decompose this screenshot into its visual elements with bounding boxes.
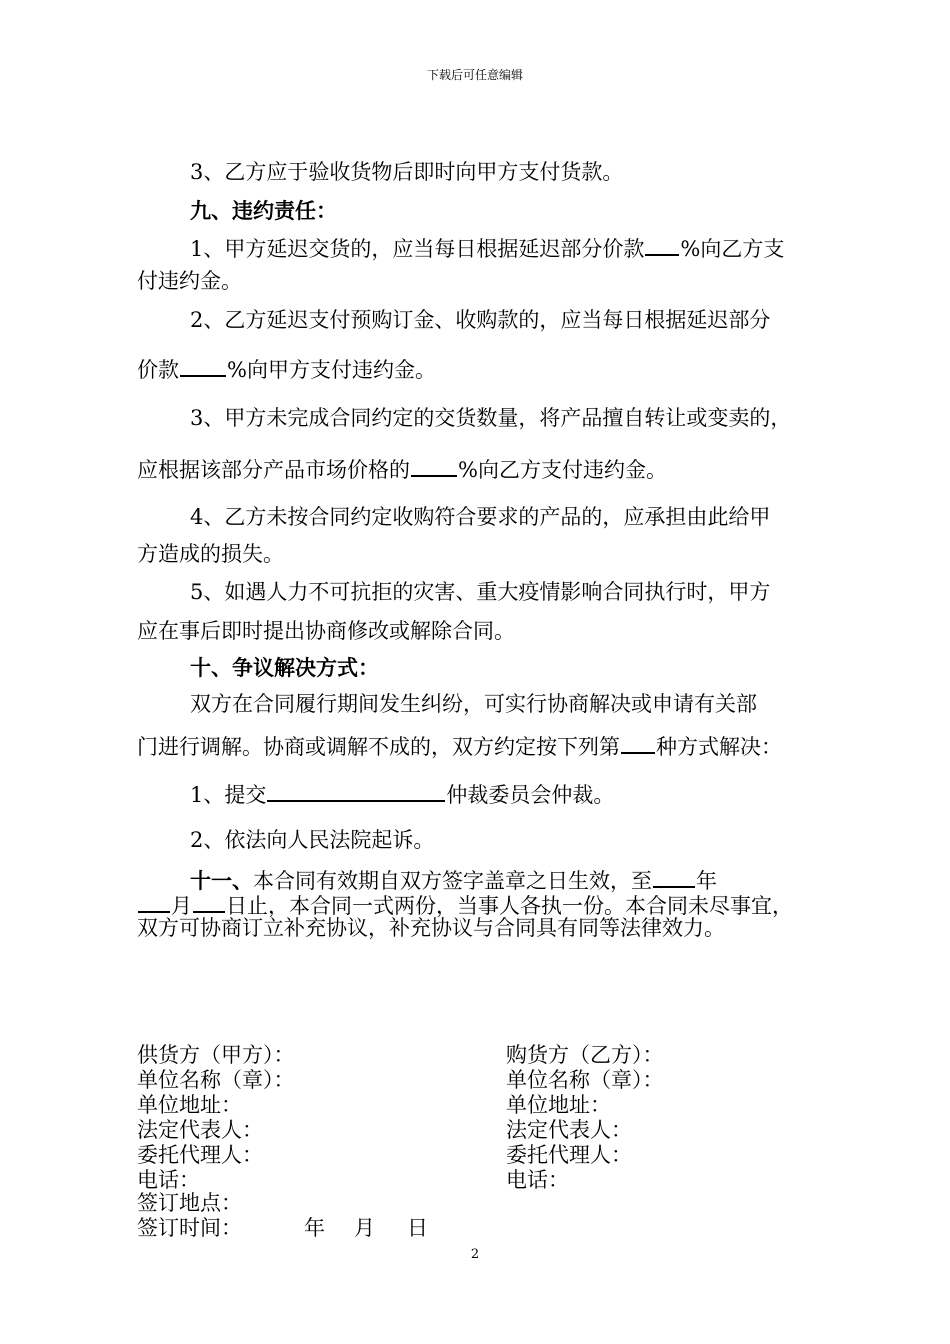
party-b-address: 单位地址：	[506, 1093, 611, 1117]
clause-9-3-line2: 应根据该部分产品市场价格的 %向乙方支付违约金。	[137, 453, 667, 484]
blank-field[interactable]	[138, 889, 170, 913]
party-a-name: 单位名称（章）：	[137, 1068, 295, 1092]
clause-9-2-line2: 价款 %向甲方支付违约金。	[137, 353, 436, 384]
clause-9-5-line1: 5、如遇人力不可抗拒的灾害、重大疫情影响合同执行时，甲方	[190, 580, 771, 604]
party-a-rep: 法定代表人：	[137, 1118, 263, 1142]
clause-9-4-line2: 方造成的损失。	[137, 542, 284, 566]
page-number: 2	[470, 1247, 480, 1262]
section-10-heading: 十、争议解决方式：	[190, 655, 379, 680]
dispute-line1: 双方在合同履行期间发生纠纷，可实行协商解决或申请有关部	[190, 692, 757, 716]
section-9-heading: 九、违约责任：	[190, 198, 337, 223]
dispute-option-1: 1、提交 仲裁委员会仲裁。	[190, 778, 614, 809]
dispute-option-2: 2、依法向人民法院起诉。	[190, 828, 435, 852]
party-a-phone: 电话：	[137, 1168, 200, 1192]
party-a-agent: 委托代理人：	[137, 1143, 263, 1167]
party-b-title: 购货方（乙方）：	[506, 1043, 664, 1067]
clause-9-4-line1: 4、乙方未按合同约定收购符合要求的产品的，应承担由此给甲	[190, 505, 771, 529]
party-b-phone: 电话：	[506, 1168, 569, 1192]
blank-field[interactable]	[267, 778, 445, 802]
party-b-rep: 法定代表人：	[506, 1118, 632, 1142]
signing-day: 日	[407, 1216, 428, 1240]
blank-field[interactable]	[193, 889, 225, 913]
party-b-name: 单位名称（章）：	[506, 1068, 664, 1092]
clause-8-3: 3、乙方应于验收货物后即时向甲方支付货款。	[190, 160, 624, 184]
blank-field[interactable]	[621, 730, 655, 754]
validity-line3: 双方可协商订立补充协议，补充协议与合同具有同等法律效力。	[137, 916, 725, 940]
blank-field[interactable]	[645, 232, 679, 256]
signing-year: 年	[304, 1216, 325, 1240]
party-a-title: 供货方（甲方）：	[137, 1043, 295, 1067]
blank-field[interactable]	[653, 864, 695, 888]
dispute-line2: 门进行调解。协商或调解不成的，双方约定按下列第 种方式解决：	[137, 730, 782, 761]
clause-9-2-line1: 2、乙方延迟支付预购订金、收购款的，应当每日根据延迟部分	[190, 308, 771, 332]
signing-month: 月	[354, 1216, 375, 1240]
blank-field[interactable]	[411, 453, 457, 477]
clause-9-1-line2: 付违约金。	[137, 269, 242, 293]
validity-line2: 月 日止，本合同一式两份，当事人各执一份。本合同未尽事宜，	[137, 889, 793, 920]
clause-9-5-line2: 应在事后即时提出协商修改或解除合同。	[137, 619, 515, 643]
clause-9-3-line1: 3、甲方未完成合同约定的交货数量，将产品擅自转让或变卖的，	[190, 406, 792, 430]
page-header: 下载后可任意编辑	[426, 68, 523, 82]
validity-line1: 十一、本合同有效期自双方签字盖章之日生效，至 年	[190, 864, 717, 895]
party-a-address: 单位地址：	[137, 1093, 242, 1117]
clause-9-1-line1: 1、甲方延迟交货的，应当每日根据延迟部分价款 %向乙方支	[190, 232, 784, 263]
signing-time: 签订时间：	[137, 1216, 242, 1240]
blank-field[interactable]	[180, 353, 226, 377]
signing-place: 签订地点：	[137, 1191, 242, 1215]
party-b-agent: 委托代理人：	[506, 1143, 632, 1167]
